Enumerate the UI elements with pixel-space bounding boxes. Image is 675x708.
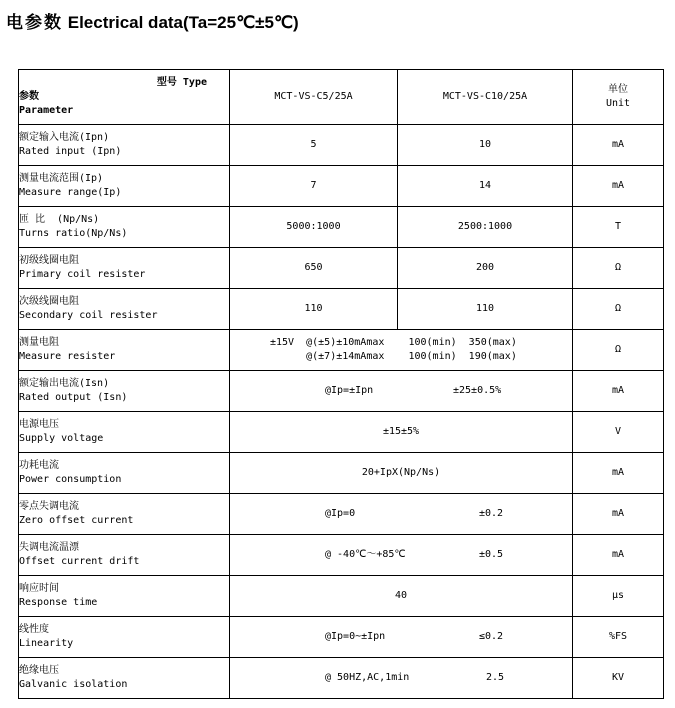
table-row [19, 576, 664, 617]
param-cn: 额定输出电流(Isn) [19, 378, 110, 389]
param-en: Measure range(Ip) [19, 187, 122, 198]
merged-value-cell: 20+IpX(Np/Ns) [230, 453, 573, 494]
unit-cell: Ω [573, 248, 664, 289]
value-model-1: 5 [230, 125, 398, 166]
condition-value-cell [230, 371, 573, 412]
value-model-2: 14 [398, 166, 573, 207]
param-cell [19, 494, 230, 535]
param-cn: 额定输入电流(Ipn) [19, 132, 110, 143]
param-cell [19, 412, 230, 453]
unit-cell: mA [573, 125, 664, 166]
param-cn: 测量电流范围(Ip) [19, 173, 104, 184]
value-model-1: 5000:1000 [230, 207, 398, 248]
condition-text: @Ip=0 [325, 508, 356, 519]
table-row [19, 494, 664, 535]
condition-text: @ -40℃～+85℃ [325, 549, 406, 560]
condition-text: @Ip=0~±Ipn [325, 631, 386, 642]
table-row [19, 371, 664, 412]
value-text: ±0.5 [479, 549, 504, 560]
header-param-cell [19, 70, 230, 125]
table-row [19, 453, 664, 494]
param-cn: 功耗电流 [19, 460, 59, 471]
param-en: Offset current drift [19, 556, 140, 567]
param-cell [19, 576, 230, 617]
value-model-2: 2500:1000 [398, 207, 573, 248]
merged-value-cell: 40 [230, 576, 573, 617]
condition-text: @ 50HZ,AC,1min [325, 672, 410, 683]
table-row [19, 617, 664, 658]
header-model-1: MCT-VS-C5/25A [230, 70, 398, 125]
param-cn: 匝 比 (Np/Ns) [19, 214, 100, 225]
header-param-cn: 参数 [19, 91, 39, 102]
param-cn: 线性度 [19, 624, 49, 635]
header-unit-cell [573, 70, 664, 125]
measure-resister-values [230, 330, 573, 371]
unit-cell: mA [573, 494, 664, 535]
unit-cell: KV [573, 658, 664, 699]
param-en: Galvanic isolation [19, 679, 128, 690]
table-header-row [19, 70, 664, 125]
param-cn: 零点失调电流 [19, 501, 79, 512]
header-unit-cn: 单位 [608, 84, 628, 95]
param-en: Primary coil resister [19, 269, 146, 280]
param-en: Measure resister [19, 351, 116, 362]
param-cell [19, 330, 230, 371]
param-cn: 电源电压 [19, 419, 59, 430]
table-row [19, 330, 664, 371]
param-cell [19, 617, 230, 658]
param-cell [19, 166, 230, 207]
unit-cell: T [573, 207, 664, 248]
param-en: Response time [19, 597, 98, 608]
value-model-2: 110 [398, 289, 573, 330]
table-row [19, 207, 664, 248]
unit-cell: V [573, 412, 664, 453]
condition-value-cell [230, 617, 573, 658]
value-text: 2.5 [486, 672, 505, 683]
param-cell [19, 289, 230, 330]
param-en: Supply voltage [19, 433, 104, 444]
table-row [19, 125, 664, 166]
param-cn: 失调电流温漂 [19, 542, 79, 553]
table-row [19, 289, 664, 330]
param-cn: 次级线圈电阻 [19, 296, 79, 307]
page-title [6, 8, 299, 33]
condition-value-cell [230, 535, 573, 576]
value-model-2: 10 [398, 125, 573, 166]
unit-cell: mA [573, 453, 664, 494]
condition-value-cell [230, 658, 573, 699]
merged-value-cell: ±15±5% [230, 412, 573, 453]
unit-cell: mA [573, 371, 664, 412]
unit-cell: %FS [573, 617, 664, 658]
unit-cell: mA [573, 535, 664, 576]
header-unit-en: Unit [605, 98, 631, 109]
value-text: ±0.2 [479, 508, 504, 519]
unit-cell: Ω [573, 330, 664, 371]
param-cell [19, 207, 230, 248]
table-row [19, 248, 664, 289]
param-en: Rated input (Ipn) [19, 146, 122, 157]
param-cell [19, 453, 230, 494]
table-row [19, 166, 664, 207]
header-type-label: 型号 Type [156, 77, 207, 88]
unit-cell: mA [573, 166, 664, 207]
param-cn: 初级线圈电阻 [19, 255, 79, 266]
title-english: Electrical data(Ta=25℃±5℃) [67, 13, 299, 32]
table-row [19, 412, 664, 453]
title-chinese: 电参数 [6, 13, 63, 33]
value-model-1: 7 [230, 166, 398, 207]
value-text: ±25±0.5% [453, 385, 502, 396]
param-cell [19, 658, 230, 699]
param-cell [19, 371, 230, 412]
electrical-data-table [18, 69, 664, 699]
param-cn: 测量电阻 [19, 337, 59, 348]
header-param-en: Parameter [19, 105, 74, 116]
param-en: Turns ratio(Np/Ns) [19, 228, 128, 239]
value-model-1: 110 [230, 289, 398, 330]
unit-cell: μs [573, 576, 664, 617]
param-en: Zero offset current [19, 515, 134, 526]
param-cn: 响应时间 [19, 583, 59, 594]
param-en: Rated output (Isn) [19, 392, 128, 403]
param-en: Linearity [19, 638, 74, 649]
header-model-2: MCT-VS-C10/25A [398, 70, 573, 125]
condition-value-cell [230, 494, 573, 535]
table-row [19, 535, 664, 576]
unit-cell: Ω [573, 289, 664, 330]
condition-text: @Ip=±Ipn [325, 385, 374, 396]
measure-resister-line-2: @(±7)±14mAmax 100(min) 190(max) [270, 351, 517, 362]
value-text: ≤0.2 [479, 631, 504, 642]
value-model-1: 650 [230, 248, 398, 289]
param-en: Secondary coil resister [19, 310, 158, 321]
measure-resister-line-1: ±15V @(±5)±10mAmax 100(min) 350(max) [270, 337, 517, 348]
table-row [19, 658, 664, 699]
param-cell [19, 535, 230, 576]
param-en: Power consumption [19, 474, 122, 485]
param-cn: 绝缘电压 [19, 665, 59, 676]
value-model-2: 200 [398, 248, 573, 289]
param-cell [19, 248, 230, 289]
param-cell [19, 125, 230, 166]
